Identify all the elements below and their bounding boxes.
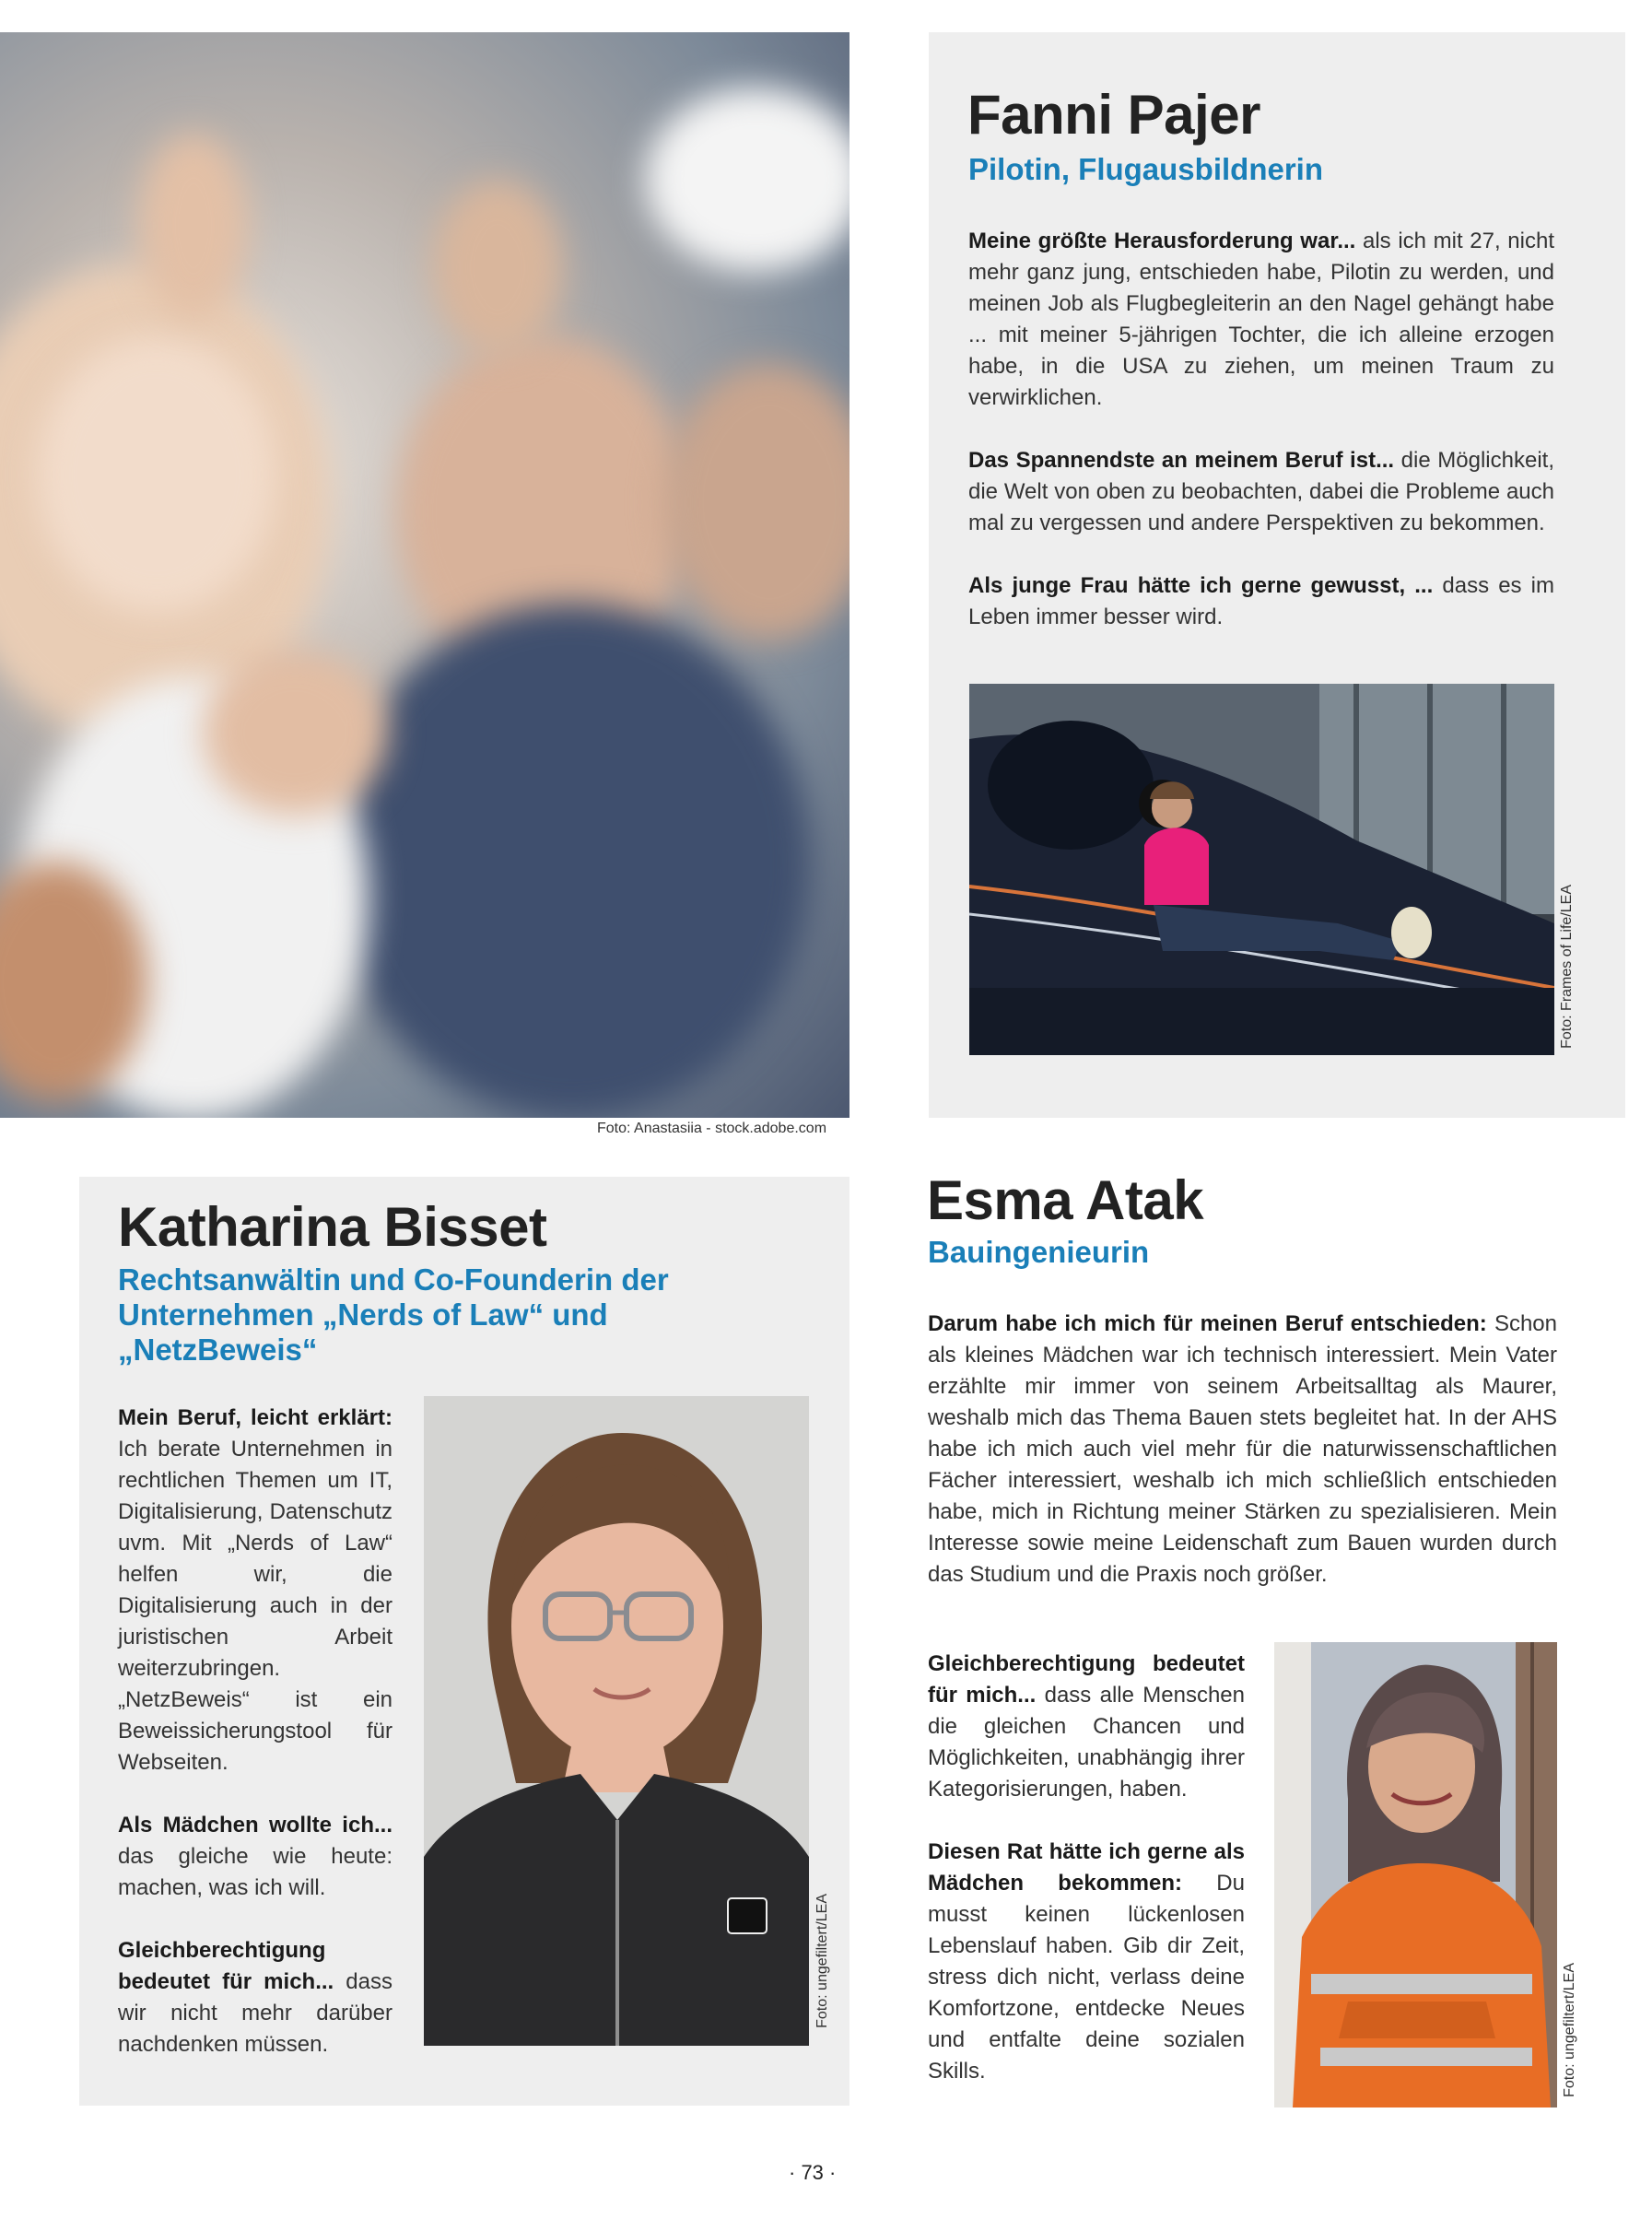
profile-name: Fanni Pajer xyxy=(967,84,1260,146)
paragraph-lead: Darum habe ich mich für meinen Beruf entschieden: xyxy=(928,1311,1487,1336)
paragraph xyxy=(928,1309,1557,1591)
paragraph-lead: Diesen Rat hätte ich gerne als Mädchen bekommen: xyxy=(928,1839,1245,1896)
photo-credit: Foto: ungefiltert/LEA xyxy=(1562,1963,1577,2097)
paragraph xyxy=(118,1935,392,2060)
photo-credit: Foto: Frames of Life/LEA xyxy=(1559,885,1575,1049)
hero-photo xyxy=(0,32,849,1118)
paragraph-body: dass alle Menschen die gleichen Chancen und Möglichkeiten, unabhängig ihrer Kategorisierungen, haben. xyxy=(928,1683,1245,1802)
hero-photo-credit: Foto: Anastasiia - stock.adobe.com xyxy=(597,1121,827,1136)
profile-photo-fanni xyxy=(969,684,1554,1055)
photo-credit: Foto: ungefiltert/LEA xyxy=(814,1894,830,2028)
paragraph-lead: Gleichberechtigung bedeutet für mich... xyxy=(118,1938,334,1994)
paragraph-lead: Das Spannendste an meinem Beruf ist... xyxy=(968,448,1395,473)
paragraph-body: Du musst keinen lückenlosen Lebenslauf haben. Gib dir Zeit, stress dich nicht, verlass deine Komfortzone, entdecke Neues und entfalte deine sozialen Skills. xyxy=(928,1871,1245,2084)
profile-text xyxy=(928,1649,1245,2087)
paragraph-body: Schon als kleines Mädchen war ich technisch interessiert. Mein Vater erzählte mir immer von seinem Arbeitsalltag als Maurer, weshalb mich das Thema Bauen stets begleitet hat. In der AHS habe ich mich auch viel mehr für die naturwissenschaftlichen Fächer interessiert, weshalb ich mich schließlich entschieden habe, mich in Richtung meiner Stärken zu spezialisieren. Mein Interesse sowie meine Leidenschaft zum Bauen wurden durch das Studium und die Praxis noch größer. xyxy=(928,1311,1558,1587)
paragraph-body: dass es im Leben immer besser wird. xyxy=(968,573,1554,629)
paragraph xyxy=(968,226,1554,414)
portrait-illustration xyxy=(424,1396,809,2046)
paragraph-lead: Meine größte Herausforderung war... xyxy=(968,229,1356,253)
profile-name: Katharina Bisset xyxy=(118,1196,547,1258)
paragraph-body: das gleiche wie heute: machen, was ich will. xyxy=(118,1844,392,1900)
paragraph xyxy=(928,1649,1245,1805)
paragraph xyxy=(928,1837,1245,2087)
aircraft-photo-illustration xyxy=(969,684,1554,1055)
profile-name: Esma Atak xyxy=(927,1169,1204,1231)
paragraph-body: die Möglichkeit, die Welt von oben zu beobachten, dabei die Probleme auch mal zu vergessen und andere Perspektiven zu bekommen. xyxy=(968,448,1555,535)
profile-role: Rechtsanwältin und Co-Founderin der Unternehmen „Nerds of Law“ und „NetzBeweis“ xyxy=(118,1262,669,1367)
page-number: · 73 · xyxy=(789,2161,837,2184)
paragraph xyxy=(118,1403,392,1779)
paragraph xyxy=(968,570,1554,633)
paragraph xyxy=(118,1810,392,1904)
paragraph-body: Ich berate Unternehmen in rechtlichen Themen um IT, Digitalisierung, Datenschutz uvm. Mit „Nerds of Law“ helfen wir, die Digitalisierung auch in der juristischen Arbeit weiterzubringen. „NetzBeweis“ ist ein Beweissicherungstool für Webseiten. xyxy=(118,1437,392,1775)
paragraph-lead: Als junge Frau hätte ich gerne gewusst, ... xyxy=(968,573,1434,598)
paragraph-lead: Mein Beruf, leicht erklärt: xyxy=(118,1405,392,1430)
profile-text xyxy=(928,1309,1557,1591)
paragraph-lead: Als Mädchen wollte ich... xyxy=(118,1813,392,1837)
profile-text xyxy=(118,1403,392,2060)
profile-text xyxy=(968,226,1554,633)
profile-photo-esma xyxy=(1274,1642,1557,2107)
paragraph-body: dass wir nicht mehr darüber nachdenken müssen. xyxy=(118,1969,392,2057)
paragraph-lead: Gleichberechtigung bedeutet für mich... xyxy=(928,1651,1245,1708)
profile-role: Pilotin, Flugausbildnerin xyxy=(968,152,1323,186)
portrait-illustration xyxy=(1274,1642,1557,2107)
profile-photo-katharina xyxy=(424,1396,809,2046)
paragraph xyxy=(968,445,1554,539)
profile-role: Bauingenieurin xyxy=(928,1235,1150,1269)
paragraph-body: als ich mit 27, nicht mehr ganz jung, entschieden habe, Pilotin zu werden, und meinen Job als Flugbegleiterin an den Nagel gehängt habe ... mit meiner 5-jährigen Tochter, die ich alleine erzogen habe, in die USA zu ziehen, um meinen Traum zu verwirklichen. xyxy=(968,229,1555,410)
